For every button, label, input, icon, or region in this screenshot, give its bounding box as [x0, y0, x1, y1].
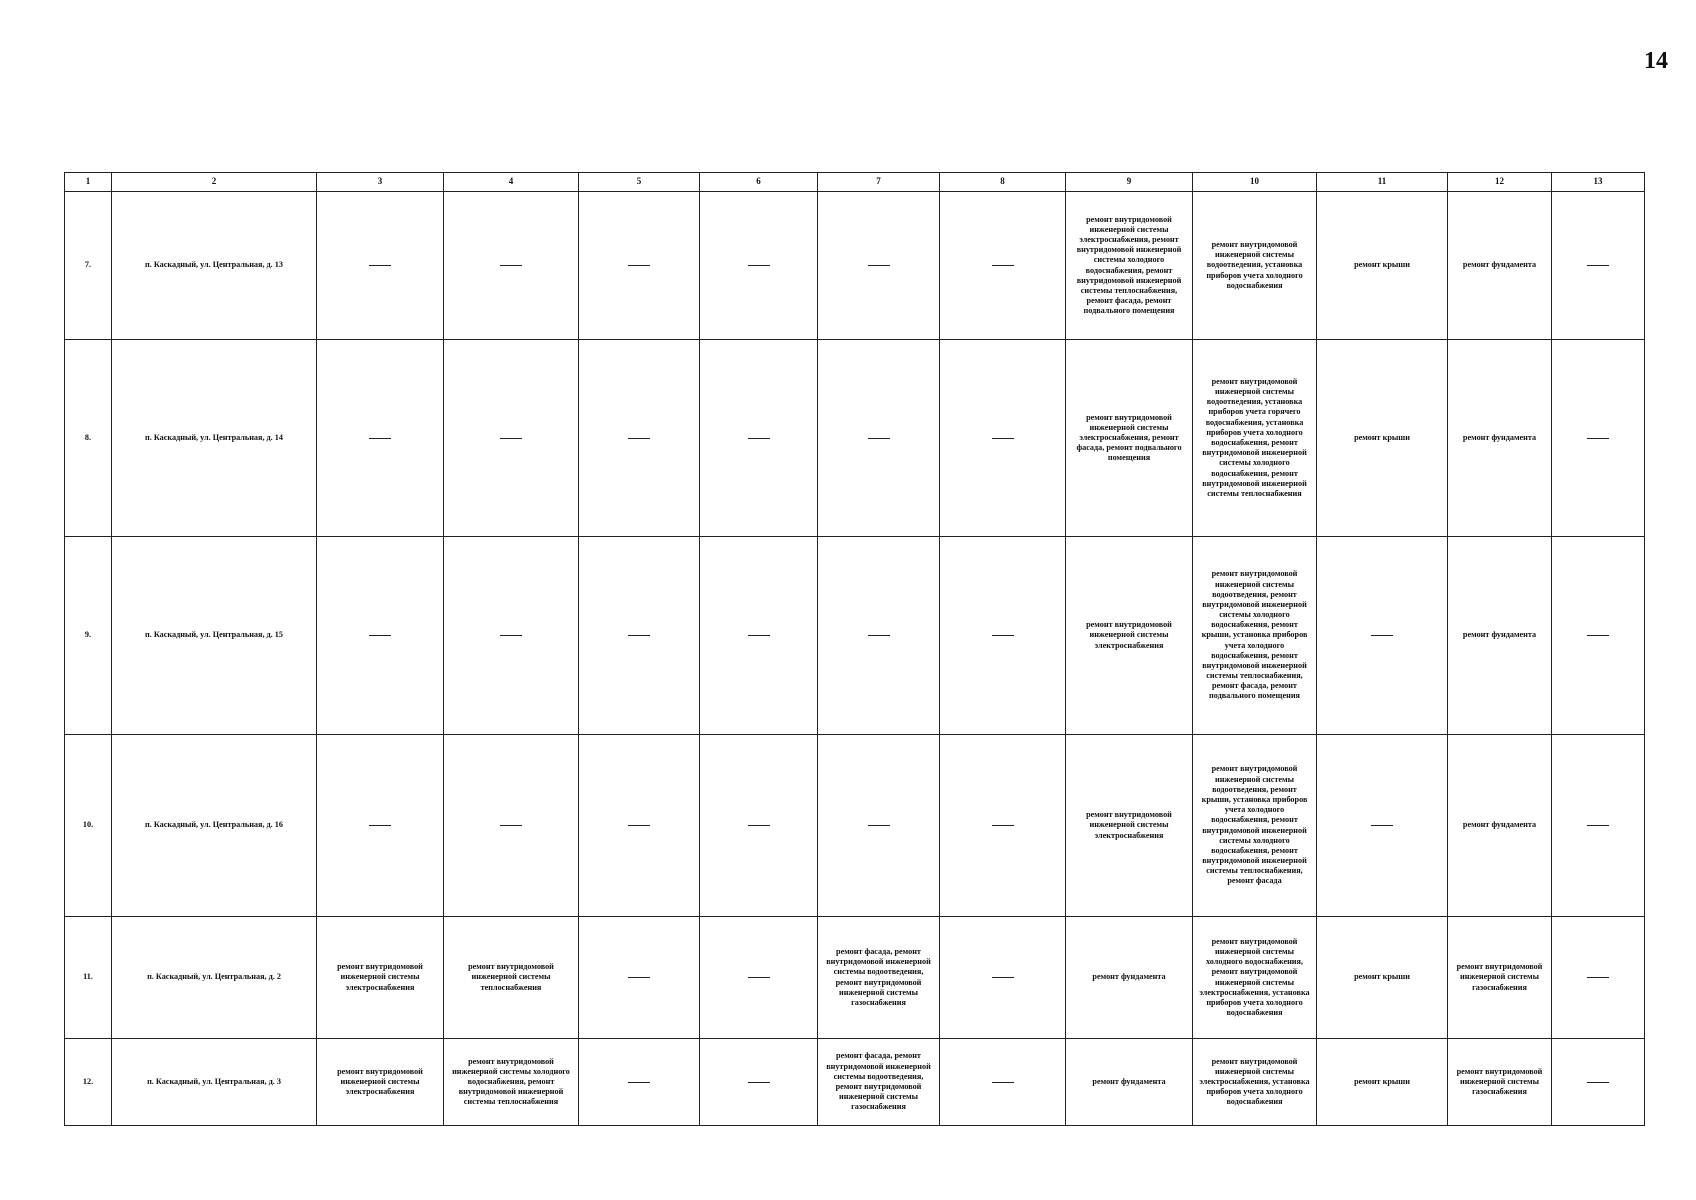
- empty-dash: [992, 265, 1014, 266]
- cell-col12: ремонт внутридомовой инженерной системы газоснабжения: [1448, 917, 1552, 1039]
- row-number: 10.: [65, 735, 112, 917]
- cell-col13: [1552, 1039, 1645, 1126]
- row-address: п. Каскадный, ул. Центральная, д. 14: [112, 340, 317, 537]
- cell-col10: ремонт внутридомовой инженерной системы холодного водоснабжения, ремонт внутридомовой инженерной системы электроснабжения, установка приборов учета холодного водоснабжения: [1193, 917, 1317, 1039]
- table-row: [65, 340, 1645, 537]
- column-number-row: [65, 173, 1645, 192]
- col-header-8: 8: [940, 173, 1066, 192]
- col-header-4: 4: [444, 173, 579, 192]
- col-header-11: 11: [1317, 173, 1448, 192]
- cell-col13: [1552, 537, 1645, 735]
- cell-col10: ремонт внутридомовой инженерной системы водоотведения, ремонт крыши, установка приборов учета холодного водоснабжения, ремонт внутридомовой инженерной системы холодного водоснабжения, ремонт внутридомовой инженерной системы теплоснабжения, ремонт фасада: [1193, 735, 1317, 917]
- cell-col4: [444, 735, 579, 917]
- cell-col4: ремонт внутридомовой инженерной системы теплоснабжения: [444, 917, 579, 1039]
- empty-dash: [628, 265, 650, 266]
- empty-dash: [992, 438, 1014, 439]
- empty-dash: [868, 438, 890, 439]
- col-header-5: 5: [579, 173, 700, 192]
- empty-dash: [992, 977, 1014, 978]
- empty-dash: [628, 438, 650, 439]
- cell-col4: ремонт внутридомовой инженерной системы холодного водоснабжения, ремонт внутридомовой инженерной системы теплоснабжения: [444, 1039, 579, 1126]
- cell-col11: ремонт крыши: [1317, 192, 1448, 340]
- empty-dash: [748, 265, 770, 266]
- empty-dash: [1371, 635, 1393, 636]
- empty-dash: [748, 1082, 770, 1083]
- empty-dash: [868, 635, 890, 636]
- row-address: п. Каскадный, ул. Центральная, д. 13: [112, 192, 317, 340]
- cell-col6: [700, 192, 818, 340]
- empty-dash: [628, 1082, 650, 1083]
- cell-col5: [579, 192, 700, 340]
- cell-col10: ремонт внутридомовой инженерной системы водоотведения, ремонт внутридомовой инженерной системы холодного водоснабжения, ремонт крыши, установка приборов учета холодного водоснабжения, ремонт внутридомовой инженерной системы теплоснабжения, ремонт фасада, ремонт подвального помещения: [1193, 537, 1317, 735]
- cell-col4: [444, 192, 579, 340]
- empty-dash: [868, 265, 890, 266]
- row-number: 8.: [65, 340, 112, 537]
- cell-col9: ремонт внутридомовой инженерной системы электроснабжения: [1066, 537, 1193, 735]
- empty-dash: [369, 635, 391, 636]
- empty-dash: [369, 438, 391, 439]
- empty-dash: [992, 635, 1014, 636]
- col-header-2: 2: [112, 173, 317, 192]
- empty-dash: [628, 977, 650, 978]
- cell-col6: [700, 735, 818, 917]
- empty-dash: [1587, 635, 1609, 636]
- col-header-10: 10: [1193, 173, 1317, 192]
- cell-col12: ремонт фундамента: [1448, 192, 1552, 340]
- row-number: 9.: [65, 537, 112, 735]
- table-row: [65, 1039, 1645, 1126]
- cell-col13: [1552, 917, 1645, 1039]
- cell-col11: ремонт крыши: [1317, 1039, 1448, 1126]
- cell-col7: [818, 340, 940, 537]
- cell-col7: [818, 537, 940, 735]
- col-header-6: 6: [700, 173, 818, 192]
- row-address: п. Каскадный, ул. Центральная, д. 3: [112, 1039, 317, 1126]
- cell-col9: ремонт внутридомовой инженерной системы электроснабжения, ремонт внутридомовой инженерной системы холодного водоснабжения, ремонт внутридомовой инженерной системы теплоснабжения, ремонт фасада, ремонт подвального помещения: [1066, 192, 1193, 340]
- cell-col7: [818, 192, 940, 340]
- empty-dash: [748, 825, 770, 826]
- cell-col12: ремонт фундамента: [1448, 537, 1552, 735]
- col-header-3: 3: [317, 173, 444, 192]
- cell-col5: [579, 340, 700, 537]
- cell-col4: [444, 340, 579, 537]
- col-header-7: 7: [818, 173, 940, 192]
- col-header-1: 1: [65, 173, 112, 192]
- row-number: 7.: [65, 192, 112, 340]
- cell-col5: [579, 1039, 700, 1126]
- cell-col11: [1317, 537, 1448, 735]
- col-header-12: 12: [1448, 173, 1552, 192]
- empty-dash: [868, 825, 890, 826]
- empty-dash: [369, 825, 391, 826]
- cell-col4: [444, 537, 579, 735]
- cell-col11: ремонт крыши: [1317, 917, 1448, 1039]
- cell-col9: ремонт внутридомовой инженерной системы электроснабжения: [1066, 735, 1193, 917]
- cell-col5: [579, 917, 700, 1039]
- cell-col8: [940, 192, 1066, 340]
- cell-col6: [700, 917, 818, 1039]
- empty-dash: [1587, 265, 1609, 266]
- cell-col5: [579, 537, 700, 735]
- empty-dash: [500, 438, 522, 439]
- empty-dash: [992, 825, 1014, 826]
- cell-col8: [940, 537, 1066, 735]
- table-row: [65, 192, 1645, 340]
- page-number: 14: [1644, 48, 1668, 74]
- cell-col6: [700, 1039, 818, 1126]
- cell-col7: ремонт фасада, ремонт внутридомовой инженерной системы водоотведения, ремонт внутридомовой инженерной системы газоснабжения: [818, 917, 940, 1039]
- works-table-container: [64, 172, 1645, 1126]
- cell-col9: ремонт внутридомовой инженерной системы электроснабжения, ремонт фасада, ремонт подвального помещения: [1066, 340, 1193, 537]
- cell-col8: [940, 917, 1066, 1039]
- empty-dash: [748, 635, 770, 636]
- table-row: [65, 917, 1645, 1039]
- cell-col7: ремонт фасада, ремонт внутридомовой инженерной системы водоотведения, ремонт внутридомовой инженерной системы газоснабжения: [818, 1039, 940, 1126]
- row-number: 12.: [65, 1039, 112, 1126]
- empty-dash: [1371, 825, 1393, 826]
- cell-col13: [1552, 340, 1645, 537]
- row-address: п. Каскадный, ул. Центральная, д. 2: [112, 917, 317, 1039]
- cell-col3: ремонт внутридомовой инженерной системы электроснабжения: [317, 917, 444, 1039]
- cell-col9: ремонт фундамента: [1066, 917, 1193, 1039]
- empty-dash: [992, 1082, 1014, 1083]
- row-address: п. Каскадный, ул. Центральная, д. 16: [112, 735, 317, 917]
- empty-dash: [369, 265, 391, 266]
- empty-dash: [1587, 977, 1609, 978]
- empty-dash: [1587, 825, 1609, 826]
- cell-col10: ремонт внутридомовой инженерной системы электроснабжения, установка приборов учета холодного водоснабжения: [1193, 1039, 1317, 1126]
- cell-col6: [700, 537, 818, 735]
- cell-col8: [940, 340, 1066, 537]
- cell-col6: [700, 340, 818, 537]
- col-header-13: 13: [1552, 173, 1645, 192]
- cell-col12: ремонт фундамента: [1448, 735, 1552, 917]
- empty-dash: [748, 438, 770, 439]
- cell-col5: [579, 735, 700, 917]
- cell-col3: [317, 537, 444, 735]
- empty-dash: [628, 825, 650, 826]
- empty-dash: [500, 825, 522, 826]
- cell-col10: ремонт внутридомовой инженерной системы водоотведения, установка приборов учета горячего водоснабжения, установка приборов учета холодного водоснабжения, ремонт внутридомовой инженерной системы холодного водоснабжения, ремонт внутридомовой инженерной системы теплоснабжения: [1193, 340, 1317, 537]
- empty-dash: [628, 635, 650, 636]
- cell-col3: [317, 192, 444, 340]
- cell-col7: [818, 735, 940, 917]
- empty-dash: [1587, 1082, 1609, 1083]
- table-row: [65, 537, 1645, 735]
- cell-col12: ремонт внутридомовой инженерной системы газоснабжения: [1448, 1039, 1552, 1126]
- table-row: [65, 735, 1645, 917]
- cell-col13: [1552, 735, 1645, 917]
- cell-col8: [940, 1039, 1066, 1126]
- cell-col10: ремонт внутридомовой инженерной системы водоотведения, установка приборов учета холодного водоснабжения: [1193, 192, 1317, 340]
- cell-col3: ремонт внутридомовой инженерной системы электроснабжения: [317, 1039, 444, 1126]
- cell-col8: [940, 735, 1066, 917]
- col-header-9: 9: [1066, 173, 1193, 192]
- cell-col3: [317, 340, 444, 537]
- cell-col11: ремонт крыши: [1317, 340, 1448, 537]
- row-address: п. Каскадный, ул. Центральная, д. 15: [112, 537, 317, 735]
- empty-dash: [1587, 438, 1609, 439]
- cell-col13: [1552, 192, 1645, 340]
- cell-col11: [1317, 735, 1448, 917]
- empty-dash: [748, 977, 770, 978]
- works-table: [64, 172, 1645, 1126]
- row-number: 11.: [65, 917, 112, 1039]
- cell-col3: [317, 735, 444, 917]
- empty-dash: [500, 265, 522, 266]
- cell-col12: ремонт фундамента: [1448, 340, 1552, 537]
- empty-dash: [500, 635, 522, 636]
- cell-col9: ремонт фундамента: [1066, 1039, 1193, 1126]
